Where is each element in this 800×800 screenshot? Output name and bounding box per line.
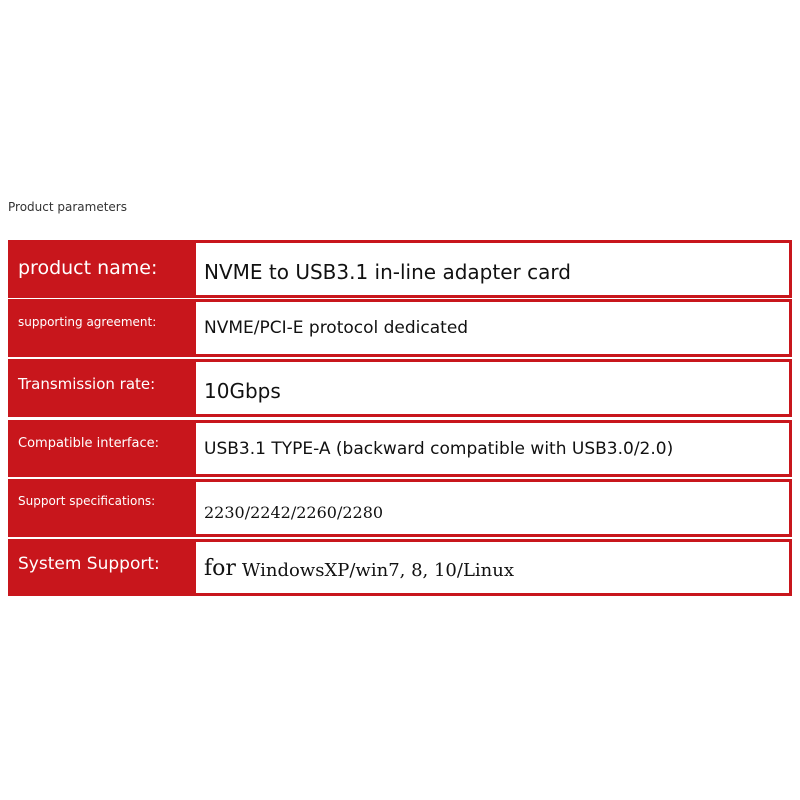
row-value: 10Gbps [196, 362, 789, 414]
row-value: WindowsXP/win7, 8, 10/Linux [241, 560, 514, 581]
row-value: NVME/PCI-E protocol dedicated [196, 302, 789, 354]
row-label: supporting agreement: [18, 315, 157, 329]
table-row [8, 479, 792, 537]
row-label: product name: [18, 257, 158, 279]
table-row [8, 240, 792, 298]
table-row [8, 359, 792, 417]
row-label: Compatible interface: [18, 436, 159, 451]
table-row [8, 539, 792, 596]
row-value-prefix: for [204, 556, 236, 581]
row-value: 2230/2242/2260/2280 [196, 482, 789, 534]
row-value-container [196, 542, 789, 593]
table-row [8, 420, 792, 477]
row-value: USB3.1 TYPE-A (backward compatible with USB3.0/2.0) [196, 423, 789, 474]
row-label: Transmission rate: [18, 375, 156, 393]
page-heading: Product parameters [8, 200, 127, 214]
row-label: Support specifications: [18, 494, 156, 508]
table-row [8, 299, 792, 357]
row-label: System Support: [18, 554, 160, 574]
row-value: NVME to USB3.1 in-line adapter card [196, 243, 789, 295]
